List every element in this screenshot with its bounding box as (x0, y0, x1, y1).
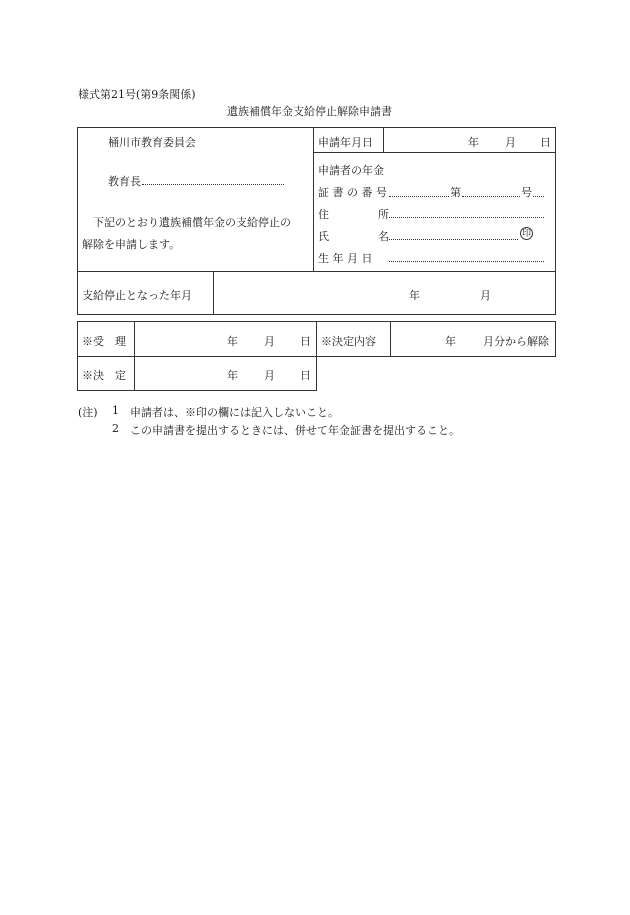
application-day[interactable]: 日 (540, 136, 551, 149)
request-text-line1: 下記のとおり遺族補償年金の支給停止の (93, 216, 291, 229)
superintendent-label: 教育長 (108, 175, 141, 188)
decided-day: 日 (300, 369, 311, 382)
received-month: 月 (264, 335, 275, 348)
note-2-text: この申請書を提出するときには、併せて年金証書を提出すること。 (130, 424, 460, 437)
seal-icon: 印 (521, 229, 531, 239)
received-label: ※受 理 (82, 335, 126, 348)
cert-trailing-dots (533, 196, 544, 197)
addressee: 桶川市教育委員会 (108, 136, 196, 149)
suspension-label: 支給停止となった年月 (82, 289, 192, 302)
note-1-number: 1 (112, 404, 119, 417)
name-field[interactable] (389, 239, 518, 240)
application-month[interactable]: 月 (505, 136, 516, 149)
application-year[interactable]: 年 (468, 136, 479, 149)
suspension-year[interactable]: 年 (409, 289, 420, 302)
cert-dai: 第 (450, 186, 461, 199)
document-title: 遺族補償年金支給停止解除申請書 (227, 105, 392, 118)
name-label-1: 氏 (318, 230, 329, 243)
cert-number-field-2[interactable] (462, 196, 520, 197)
cert-gou: 号 (521, 186, 532, 199)
application-date-label: 申請年月日 (318, 136, 373, 149)
address-label-1: 住 (318, 208, 329, 221)
form-number: 様式第21号(第9条関係) (78, 88, 196, 101)
decision-year: 年 (445, 335, 456, 348)
decided-label: ※決 定 (82, 369, 126, 382)
request-text-line2: 解除を申請します。 (82, 238, 181, 251)
note-2-number: 2 (112, 422, 119, 435)
decision-content-label: ※決定内容 (321, 335, 376, 348)
cert-number-field-1[interactable] (389, 196, 449, 197)
birthdate-field[interactable] (389, 261, 544, 262)
suspension-month[interactable]: 月 (480, 289, 491, 302)
pension-cert-label-2: 証 書 の 番 号 (318, 186, 387, 199)
superintendent-name-field[interactable] (142, 184, 284, 185)
decision-month-release: 月分から解除 (483, 335, 549, 348)
note-1-text: 申請者は、※印の欄には記入しないこと。 (130, 406, 339, 419)
name-label-2: 名 (378, 230, 389, 243)
received-day: 日 (300, 335, 311, 348)
received-year: 年 (227, 335, 238, 348)
address-field[interactable] (389, 217, 544, 218)
address-label-2: 所 (378, 208, 389, 221)
pension-cert-label-1: 申請者の年金 (318, 164, 384, 177)
notes-prefix: (注) (78, 406, 98, 419)
decided-year: 年 (227, 369, 238, 382)
birthdate-label: 生 年 月 日 (318, 252, 373, 265)
decided-month: 月 (264, 369, 275, 382)
